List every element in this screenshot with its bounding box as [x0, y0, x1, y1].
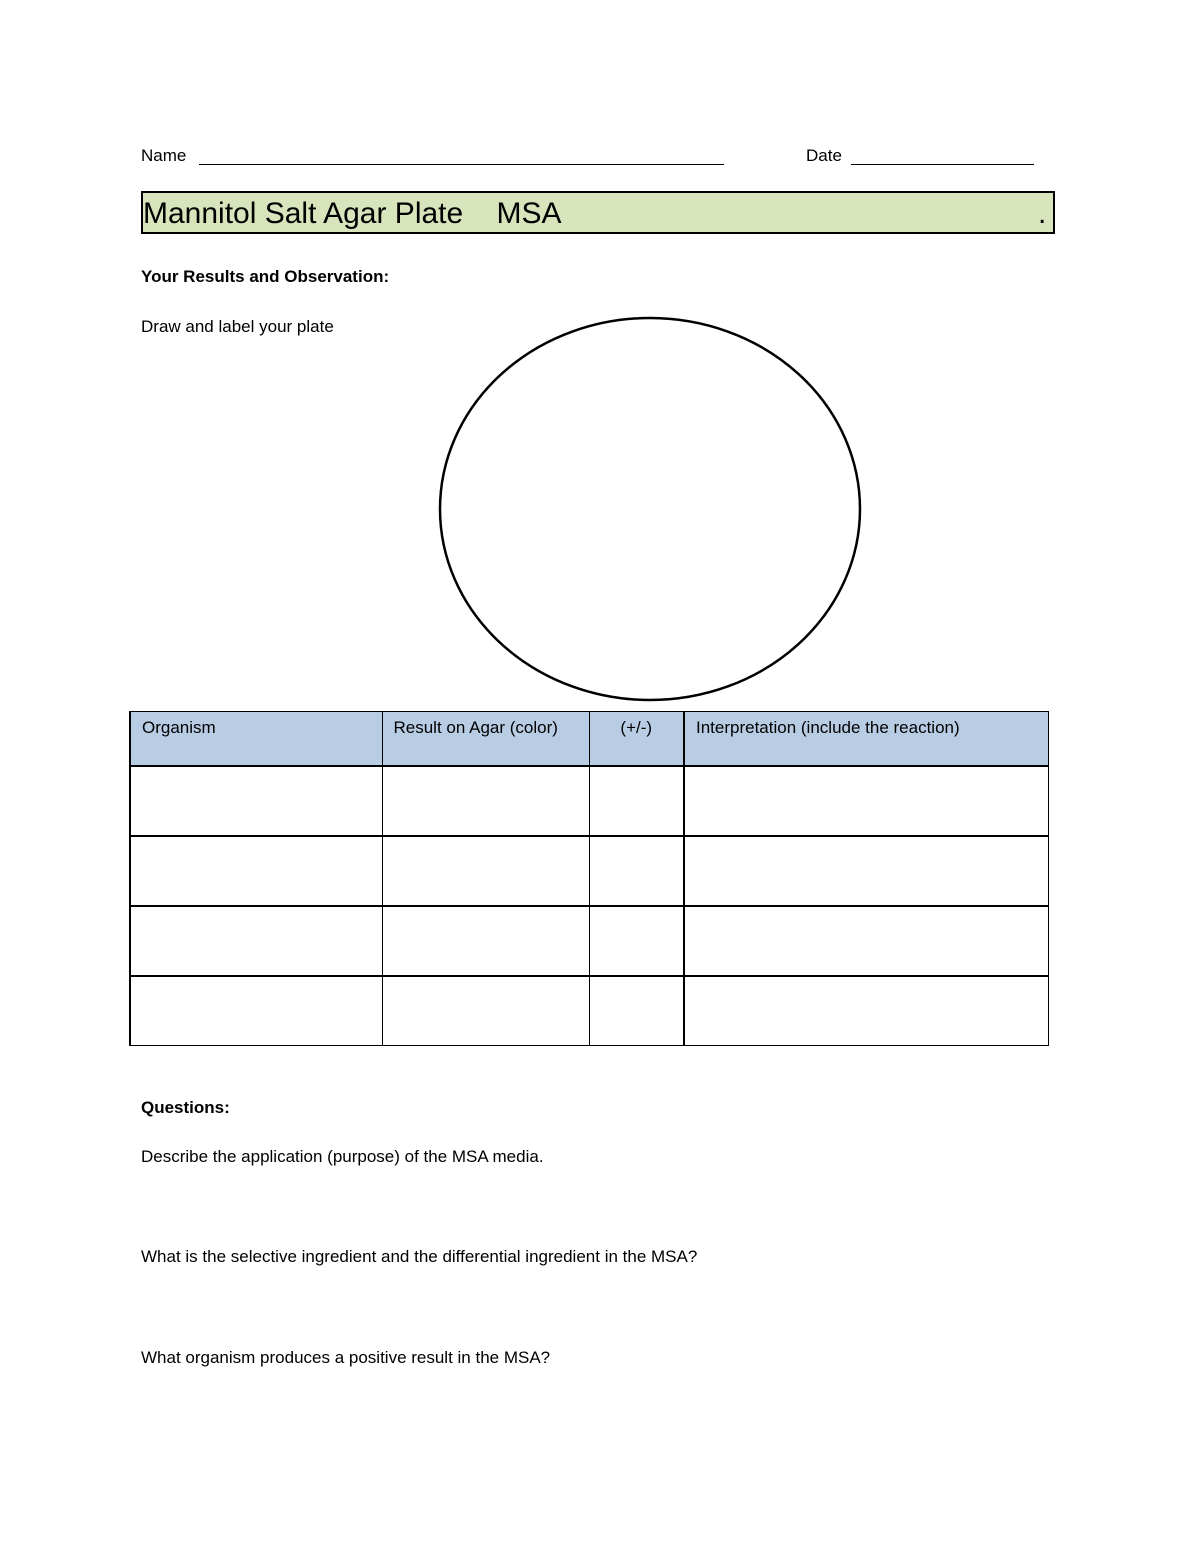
sign-cell[interactable]: [589, 766, 684, 836]
organism-cell[interactable]: [130, 836, 382, 906]
result-cell[interactable]: [382, 836, 589, 906]
sign-cell[interactable]: [589, 836, 684, 906]
organism-cell[interactable]: [130, 906, 382, 976]
question-item: Describe the application (purpose) of the MSA media.: [141, 1147, 544, 1166]
name-field[interactable]: [199, 164, 724, 165]
table-row: [130, 906, 1048, 976]
result-cell[interactable]: [382, 766, 589, 836]
interpretation-cell[interactable]: [684, 766, 1048, 836]
table-row: [130, 836, 1048, 906]
column-header-organism: Organism: [130, 712, 382, 766]
date-field[interactable]: [851, 164, 1034, 165]
interpretation-cell[interactable]: [684, 976, 1048, 1046]
question-item: What organism produces a positive result in the MSA?: [141, 1348, 551, 1367]
table-row: [130, 766, 1048, 836]
question-item: What is the selective ingredient and the differential ingredient in the MSA?: [141, 1247, 698, 1266]
sign-cell[interactable]: [589, 906, 684, 976]
table-row: [130, 976, 1048, 1046]
plate-drawing-area[interactable]: [436, 315, 866, 705]
interpretation-cell[interactable]: [684, 836, 1048, 906]
column-header-result: Result on Agar (color): [382, 712, 589, 766]
questions-heading: Questions:: [141, 1098, 230, 1117]
column-header-sign: (+/-): [589, 712, 684, 766]
name-label: Name: [141, 146, 187, 165]
plate-circle: [440, 318, 860, 700]
date-label: Date: [806, 146, 842, 165]
page-title: Mannitol Salt Agar Plate MSA: [143, 197, 562, 230]
result-cell[interactable]: [382, 976, 589, 1046]
title-trailing-mark: .: [1038, 197, 1047, 230]
results-heading: Your Results and Observation:: [141, 267, 390, 286]
column-header-interpretation: Interpretation (include the reaction): [684, 712, 1048, 766]
organism-cell[interactable]: [130, 766, 382, 836]
table-header-row: [130, 712, 1048, 766]
results-table: [129, 711, 1049, 1046]
sign-cell[interactable]: [589, 976, 684, 1046]
organism-cell[interactable]: [130, 976, 382, 1046]
interpretation-cell[interactable]: [684, 906, 1048, 976]
result-cell[interactable]: [382, 906, 589, 976]
draw-instruction: Draw and label your plate: [141, 317, 334, 336]
